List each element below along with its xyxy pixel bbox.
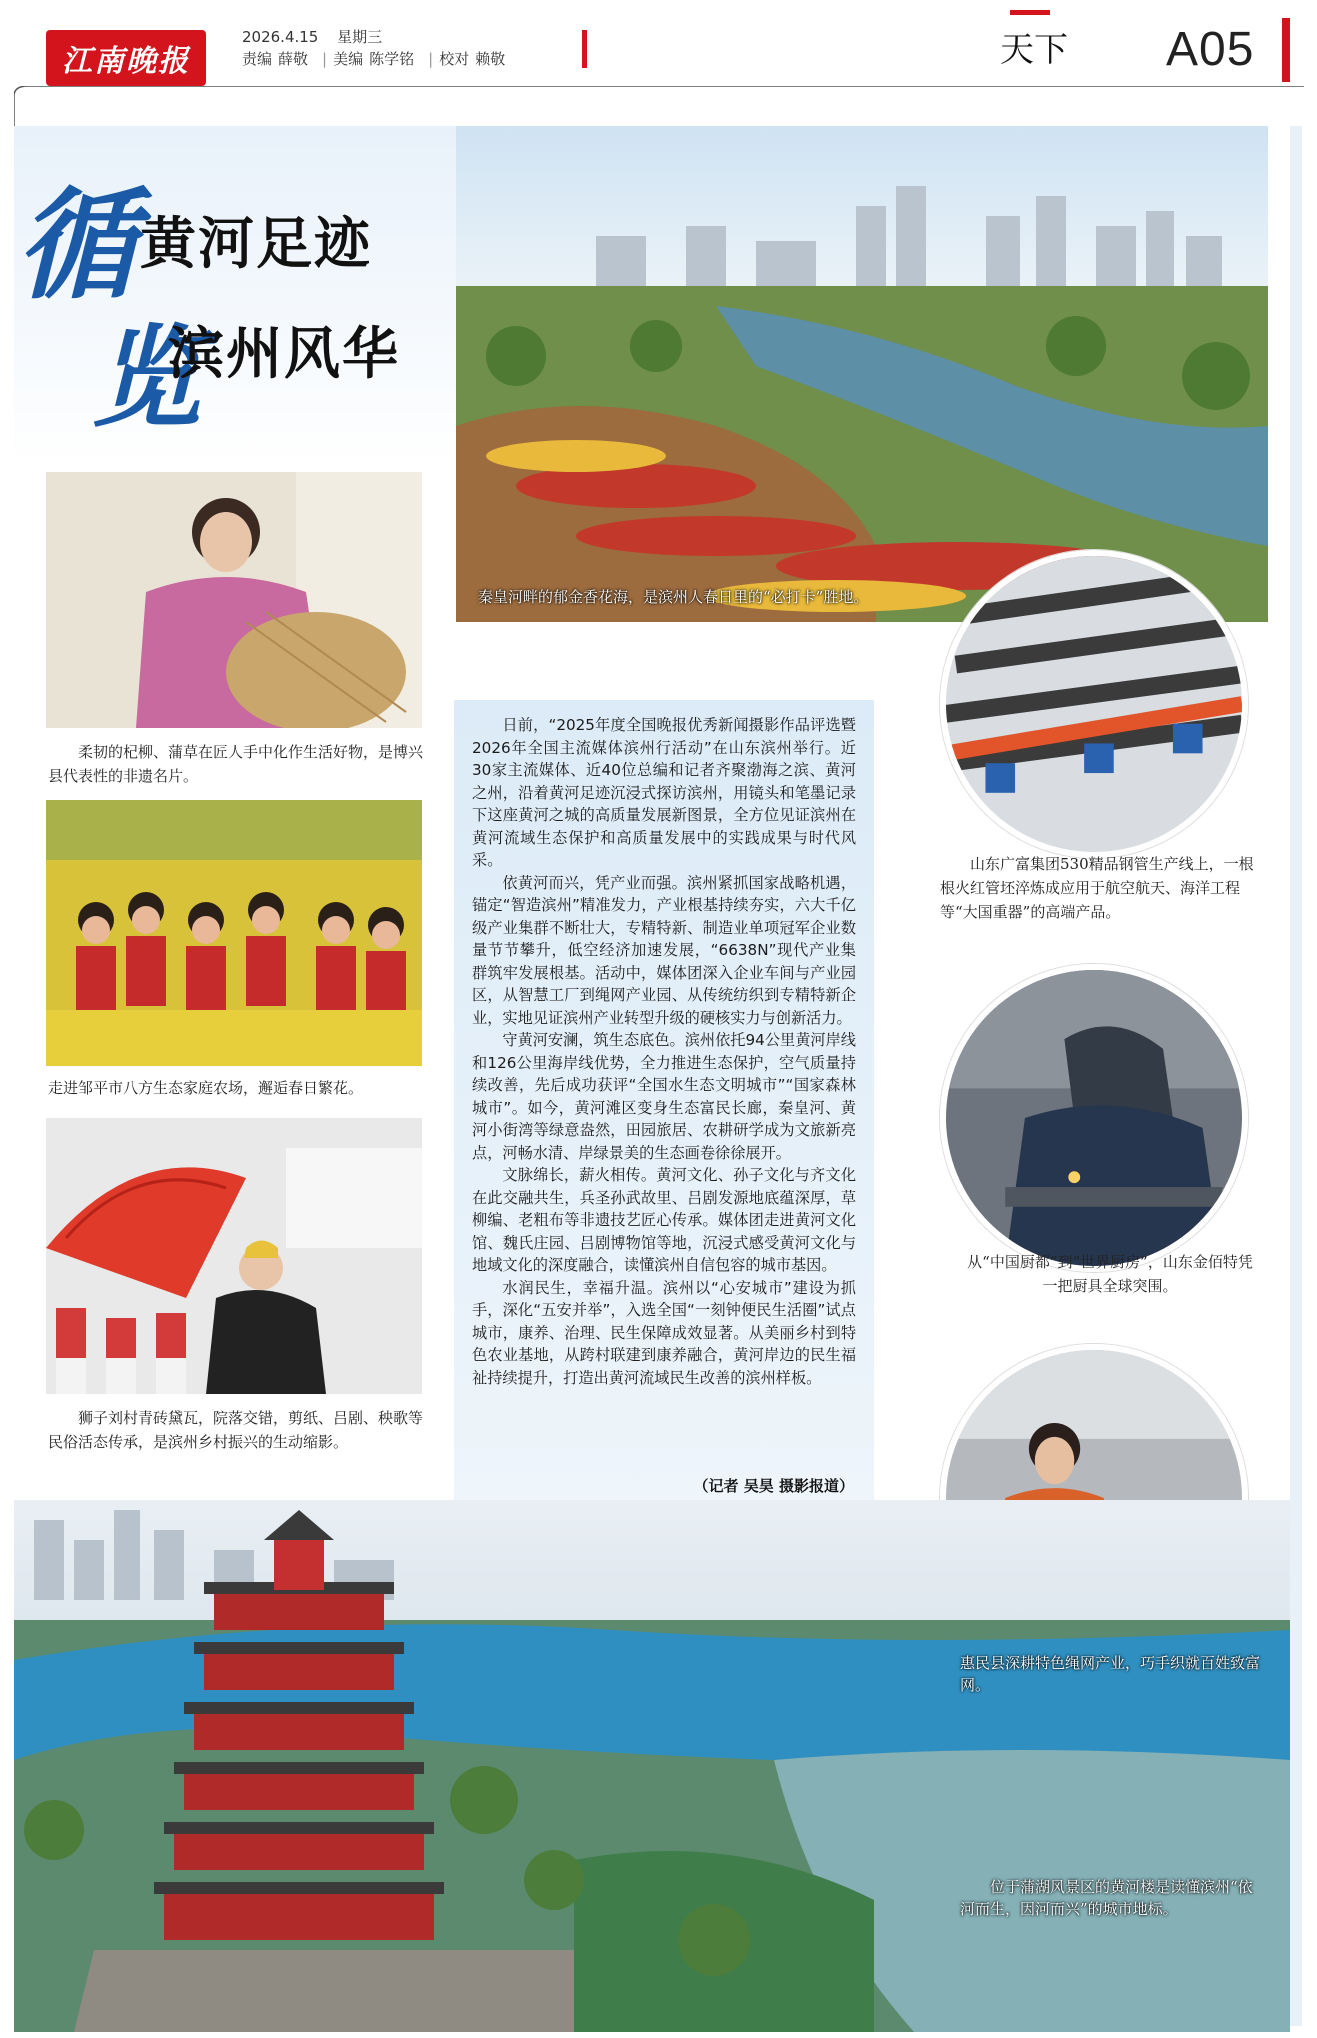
folk-dance-caption: 狮子刘村青砖黛瓦，院落交错，剪纸、吕剧、秧歌等民俗活态传承，是滨州乡村振兴的生动缩影。 xyxy=(48,1409,424,1451)
divider: | xyxy=(428,50,434,68)
rope-net-caption: 惠民县深耕特色绳网产业，巧手织就百姓致富网。 xyxy=(960,1654,1261,1694)
tower-caption: 位于蒲湖风景区的黄河楼是读懂滨州“依河而生，因河而兴”的城市地标。 xyxy=(960,1878,1253,1918)
headline-line-2: 滨州风华 xyxy=(168,321,400,387)
article-paragraph-2: 依黄河而兴，凭产业而强。滨州紧抓国家战略机遇，锚定“智造滨州”精准发力，产业根基持续夯实，六大千亿级产业集群不断壮大，专精特新、制造业单项冠军企业数量节节攀升，低空经济加速发展，“6638N”现代产业集群筑牢发展根基。活动中，媒体团深入企业车间与产业园区，从智慧工厂到绳网产业园、从传统纺织到专精特新企业，实地见证滨州产业转型升级的硬核实力与创新活力。 xyxy=(472,873,856,1027)
willow-weaving-caption: 柔韧的杞柳、蒲草在匠人手中化作生活好物，是博兴县代表性的非遗名片。 xyxy=(48,743,424,785)
headline-line-1: 黄河足迹 xyxy=(140,211,372,277)
header-rule xyxy=(14,86,1304,126)
issue-date: 2026.4.15 xyxy=(242,28,319,46)
headline-calligraphy-2: 览 xyxy=(92,313,202,442)
tulip-park-caption: 秦皇河畔的郁金香花海，是滨州人春日里的“必打卡”胜地。 xyxy=(478,588,869,606)
steel-pipe-photo xyxy=(940,550,1248,858)
article-paragraph-5: 水润民生，幸福升温。滨州以“心安城市”建设为抓手，深化“五安并举”，入选全国“一刻钟便民生活圈”试点城市，康养、治理、民生保障成效显著。从美丽乡村到特色农业基地，从跨村联建到康养融合，黄河岸边的民生福祉持续提升，打造出黄河流域民生改善的滨州样板。 xyxy=(472,1278,856,1387)
willow-weaving-photo xyxy=(46,472,422,728)
page-number: A05 xyxy=(1166,23,1255,76)
yellow-river-tower-photo xyxy=(14,1500,1290,2032)
newspaper-logo xyxy=(46,30,206,86)
tulip-park-photo xyxy=(456,126,1268,622)
article-byline: （记者 吴昊 摄影报道） xyxy=(693,1477,854,1495)
steel-pipe-caption: 山东广富集团530精品钢管生产线上，一根根火红管坯淬炼成应用于航空航天、海洋工程等“大国重器”的高端产品。 xyxy=(940,855,1254,921)
proof-label: 校对 xyxy=(439,50,470,68)
editor-label: 责编 xyxy=(242,50,273,68)
logo-text: 江南晚报 xyxy=(62,44,190,79)
article-paragraph-4: 文脉绵长，薪火相传。黄河文化、孙子文化与齐文化在此交融共生，兵圣孙武故里、吕剧发源地底蕴深厚，草柳编、老粗布等非遗技艺匠心传承。媒体团走进黄河文化馆、魏氏庄园、吕剧博物馆等地，沉浸式感受黄河文化与地域文化的深度融合，读懂滨州自信包容的城市基因。 xyxy=(472,1166,856,1274)
header-accent-bar xyxy=(582,30,587,68)
section-label: 天下 xyxy=(1000,30,1068,70)
editor-name: 薛敬 xyxy=(278,50,309,68)
flower-farm-photo xyxy=(46,800,422,1066)
proofreader-name: 赖敬 xyxy=(475,50,506,68)
issue-weekday: 星期三 xyxy=(337,28,383,46)
main-article xyxy=(454,700,874,1510)
page-edge-bar xyxy=(1282,18,1290,82)
designer-label: 美编 xyxy=(333,50,364,68)
issue-info xyxy=(242,26,511,70)
folk-dance-photo xyxy=(46,1118,422,1394)
headline-calligraphy-1: 循 xyxy=(16,175,136,316)
designer-name: 陈学铭 xyxy=(369,50,415,68)
flower-farm-caption: 走进邹平市八方生态家庭农场，邂逅春日繁花。 xyxy=(48,1079,364,1097)
article-paragraph-3: 守黄河安澜，筑生态底色。滨州依托94公里黄河岸线和126公里海岸线优势，全力推进生态保护，空气质量持续改善，先后成功获评“全国水生态文明城市”“国家森林城市”。如今，黄河滩区变身生态富民长廊，秦皇河、黄河小街湾等绿意盎然，田园旅居、农耕研学成为文旅新亮点，河畅水清、岸绿景美的生态画卷徐徐展开。 xyxy=(472,1031,856,1162)
welding-photo xyxy=(940,964,1248,1272)
welding-caption: 从“中国厨都”到“世界厨房”，山东金佰特凭一把厨具全球突围。 xyxy=(967,1253,1253,1295)
article-paragraph-1: 日前，“2025年度全国晚报优秀新闻摄影作品评选暨2026年全国主流媒体滨州行活动”在山东滨州举行。近30家主流媒体、近40位总编和记者齐聚渤海之滨、黄河之州，沿着黄河足迹沉浸式探访滨州，用镜头和笔墨记录下这座黄河之城的高质量发展新图景，全方位见证滨州在黄河流域生态保护和高质量发展中的实践成果与时代风采。 xyxy=(472,716,856,869)
divider: | xyxy=(322,50,328,68)
page-side-band xyxy=(1290,126,1302,2026)
section-accent xyxy=(1010,10,1050,15)
